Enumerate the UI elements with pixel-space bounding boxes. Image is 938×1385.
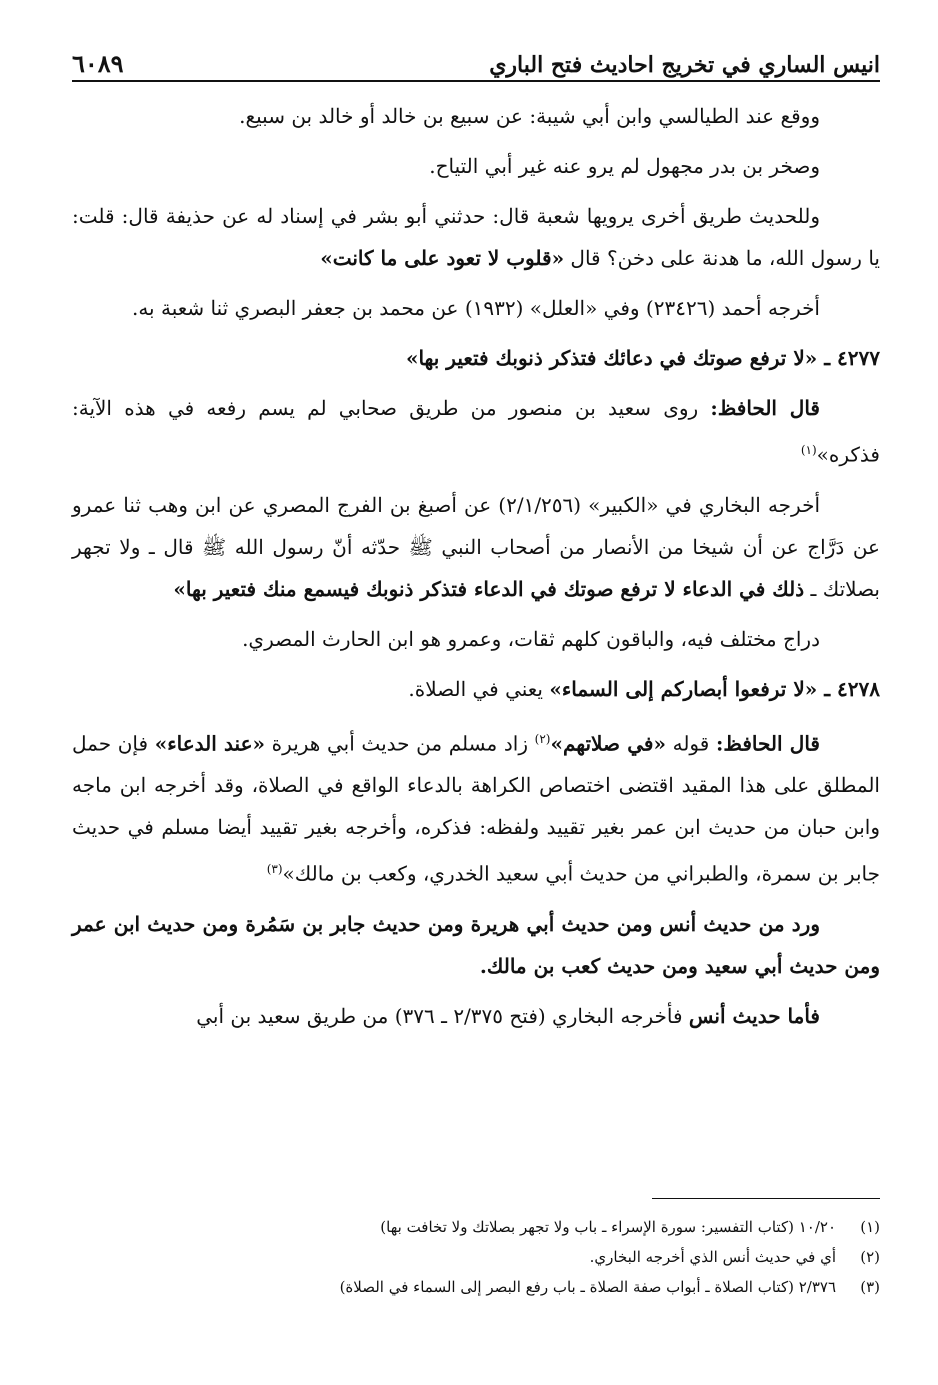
hadith-4278-note: يعني في الصلاة. — [408, 676, 550, 701]
footnote-text: أي في حديث أنس الذي أخرجه البخاري. — [589, 1248, 836, 1266]
paragraph-2: وصخر بن بدر مجهول لم يرو عنه غير أبي التياح. — [429, 154, 820, 178]
paragraph-10-bold: فأما حديث أنس — [688, 1003, 820, 1028]
paragraph-4: أخرجه أحمد (٢٣٤٢٦) وفي «العلل» (١٩٣٢) عن محمد بن جعفر البصري ثنا شعبة به. — [131, 296, 820, 320]
running-title: انيس الساري في تخريج احاديث فتح الباري — [489, 52, 880, 78]
paragraph-10-text: فأخرجه البخاري (فتح ٢/٣٧٥ ـ ٣٧٦) من طريق سعيد بن أبي — [196, 1003, 689, 1028]
paragraph-3 — [72, 195, 880, 279]
footnote-ref-1: (١) — [800, 443, 817, 457]
paragraph-5 — [72, 387, 880, 476]
footnote-number: (٣) — [860, 1278, 880, 1296]
paragraph-5-text: روى سعيد بن منصور من طريق صحابي لم يسم رفعه في هذه الآية: فذكره» — [72, 396, 880, 467]
paragraph-8 — [72, 718, 880, 895]
paragraph-9: ورد من حديث أنس ومن حديث أبي هريرة ومن حديث جابر بن سَمُرة ومن حديث ابن عمر ومن حديث أبي سعيد ومن حديث كعب بن مالك. — [72, 911, 880, 978]
hafiz-label-2: قال الحافظ: — [715, 731, 820, 756]
paragraph-7: دراج مختلف فيه، والباقون كلهم ثقات، وعمرو هو ابن الحارث المصري. — [242, 626, 820, 651]
footnote-number: (١) — [860, 1218, 880, 1236]
paragraph-6-quote: ذلك في الدعاء لا ترفع صوتك في الدعاء فتذكر ذنوبك فيسمع منك فتعير بها» — [173, 576, 805, 601]
paragraph-3-text: وللحديث طريق أخرى يرويها شعبة قال: حدثني أبو بشر في إسناد له عن حذيفة قال: قلت: يا رسول الله، ما هدنة على دخن؟ قال — [72, 204, 880, 270]
paragraph-10 — [72, 995, 880, 1037]
main-text — [72, 95, 880, 1045]
hafiz-label: قال الحافظ: — [710, 396, 820, 420]
footnote-ref-3: (٣) — [266, 862, 283, 877]
paragraph-8-t1: قوله — [665, 731, 716, 756]
footnote-2 — [72, 1242, 880, 1272]
footnote-divider — [652, 1198, 880, 1199]
hadith-4278-text: ٤٢٧٨ ـ «لا ترفعوا أبصاركم إلى السماء» — [549, 676, 880, 701]
paragraph-3-quote: «قلوب لا تعود على ما كانت» — [320, 246, 565, 270]
paragraph-8-t2: زاد مسلم من حديث أبي هريرة — [265, 731, 535, 756]
hadith-heading-4277: ٤٢٧٧ ـ «لا ترفع صوتك في دعائك فتذكر ذنوبك فتعير بها» — [405, 346, 880, 370]
footnote-number: (٢) — [860, 1248, 880, 1266]
footnote-text: ٢/٣٧٦ (كتاب الصلاة ـ أبواب صفة الصلاة ـ باب رفع البصر إلى السماء في الصلاة) — [339, 1278, 836, 1296]
paragraph-8-t3: فإن حمل المطلق على هذا المقيد اقتضى اختصاص الكراهة بالدعاء الواقع في الصلاة، وقد أخرجه ابن ماجه وابن حبان من حديث ابن عمر بغير تقييد ولفظه: فذكره، وأخرجه بغير تقييد أيضا مسلم في حديث جابر بن سمرة، والطبراني من حديث أبي سعيد الخدري، وكعب بن مالك» — [72, 731, 880, 886]
paragraph-8-b1: «في صلاتهم» — [550, 731, 666, 756]
footnote-3 — [72, 1272, 880, 1302]
footnotes — [72, 1212, 880, 1302]
page-header — [72, 38, 880, 82]
paragraph-8-b2: «عند الدعاء» — [154, 731, 266, 756]
footnote-text: ١٠/٢٠ (كتاب التفسير: سورة الإسراء ـ باب ولا تجهر بصلاتك ولا تخافت بها) — [380, 1218, 836, 1236]
footnote-ref-2: (٢) — [534, 731, 551, 746]
paragraph-6-text: أخرجه البخاري في «الكبير» (٢/١/٢٥٦) عن أصبغ بن الفرج المصري عن ابن وهب ثنا عمرو عن دَرَّاج عن أن شيخا من الأنصار من أصحاب النبي ﷺ حدّثه أنّ رسول الله ﷺ قال ـ ولا تجهر بصلاتك ـ — [72, 492, 880, 601]
page-number: ٦٠٨٩ — [72, 49, 124, 78]
hadith-heading-4278 — [72, 668, 880, 710]
footnote-1 — [72, 1212, 880, 1242]
paragraph-6 — [72, 484, 880, 610]
paragraph-1: ووقع عند الطيالسي وابن أبي شيبة: عن سبيع بن خالد أو خالد بن سبيع. — [239, 104, 820, 128]
